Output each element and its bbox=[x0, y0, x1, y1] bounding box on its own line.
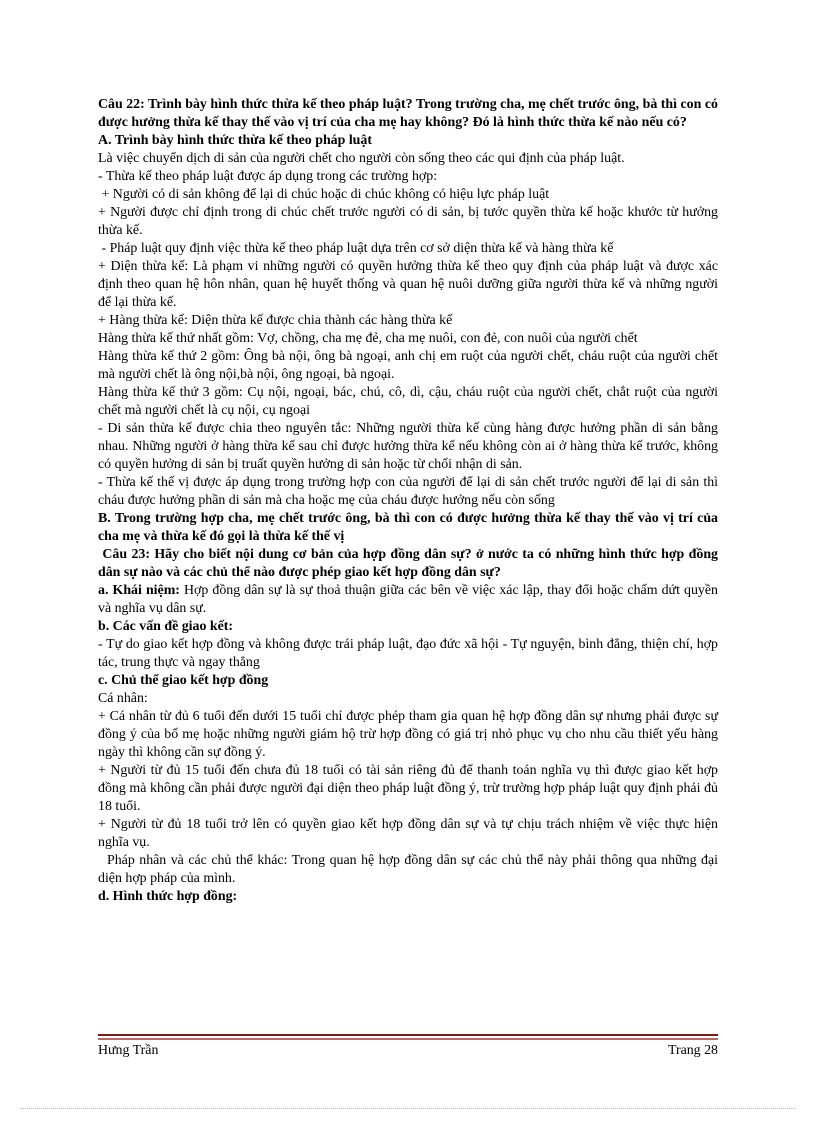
paragraph: + Hàng thừa kế: Diện thừa kế được chia thành các hàng thừa kế bbox=[98, 313, 453, 328]
paragraph: + Người từ đủ 15 tuổi đến chưa đủ 18 tuổi có tài sản riêng đủ để thanh toán nghĩa vụ thì được giao kết hợp đồng mà không cần phải được người đại diện theo pháp luật đồng ý, trừ trường hợp pháp luật quy định phải đủ 18 tuổi. bbox=[98, 763, 718, 814]
paragraph: - Thừa kế thế vị được áp dụng trong trường hợp con của người để lại di sản chết trước người để lại di sản thì cháu được hưởng phần di sản mà cha hoặc mẹ của cháu được hưởng nếu còn sống bbox=[98, 475, 718, 508]
paragraph: - Tự do giao kết hợp đồng và không được trái pháp luật, đạo đức xã hội - Tự nguyện, bình đẳng, thiện chí, hợp tác, trung thực và ngay thẳng bbox=[98, 637, 718, 670]
paragraph: Hàng thừa kế thứ 2 gồm: Ông bà nội, ông bà ngoại, anh chị em ruột của người chết, cháu ruột của người chết mà người chết là ông nội,bà nội, ông ngoại, bà ngoại. bbox=[98, 349, 718, 382]
paragraph: Hàng thừa kế thứ nhất gồm: Vợ, chồng, cha mẹ đẻ, cha mẹ nuôi, con đẻ, con nuôi của người chết bbox=[98, 331, 638, 346]
heading-question-23: Câu 23: Hãy cho biết nội dung cơ bản của hợp đồng dân sự? ở nước ta có những hình thức hợp đồng dân sự nào và các chủ thể nào được phép giao kết hợp đồng dân sự? bbox=[98, 547, 722, 580]
heading-question-22: Câu 22: Trình bày hình thức thừa kế theo pháp luật? Trong trường cha, mẹ chết trước ông, bà thì con có được hưởng thừa kế thay thế vào vị trí của cha mẹ hay không? Đó là hình thức thừa kế nào nếu có? bbox=[98, 97, 718, 130]
paragraph: Hàng thừa kế thứ 3 gồm: Cụ nội, ngoại, bác, chú, cô, dì, cậu, cháu ruột của người chết, chắt ruột của người chết mà người chết là cụ nội, cụ ngoại bbox=[98, 385, 718, 418]
footer-author: Hưng Trần bbox=[98, 1043, 159, 1058]
paragraph: + Người có di sản không để lại di chúc hoặc di chúc không có hiệu lực pháp luật bbox=[98, 187, 550, 202]
label-khai-niem: a. Khái niệm: bbox=[98, 583, 180, 598]
paragraph: + Người được chỉ định trong di chúc chết trước người có di sản, bị tước quyền thừa kế hoặc khước từ hưởng thừa kế. bbox=[98, 205, 718, 238]
paragraph: - Thừa kế theo pháp luật được áp dụng trong các trường hợp: bbox=[98, 169, 438, 184]
paragraph: Là việc chuyển dịch di sản của người chết cho người còn sống theo các qui định của pháp luật. bbox=[98, 151, 625, 166]
footer-rule-bottom bbox=[98, 1038, 718, 1040]
paragraph: Cá nhân: bbox=[98, 691, 148, 706]
subheading-b: b. Các vấn đề giao kết: bbox=[98, 619, 234, 634]
paragraph-definition bbox=[98, 582, 718, 618]
section-heading-a: A. Trình bày hình thức thừa kế theo pháp luật bbox=[98, 133, 372, 148]
paragraph: Pháp nhân và các chủ thể khác: Trong quan hệ hợp đồng dân sự các chủ thể này phải thông qua những đại diện hợp pháp của mình. bbox=[98, 853, 722, 886]
subheading-c: c. Chủ thể giao kết hợp đồng bbox=[98, 673, 269, 688]
subheading-d: d. Hình thức hợp đồng: bbox=[98, 889, 238, 904]
paragraph: + Diện thừa kế: Là phạm vi những người có quyền hưởng thừa kế theo quy định của pháp luật và được xác định theo quan hệ hôn nhân, quan hệ huyết thống và quan hệ nuôi dưỡng giữa người thừa kế và những người để lại thừa kế. bbox=[98, 259, 718, 310]
paragraph: + Người từ đủ 18 tuổi trở lên có quyền giao kết hợp đồng dân sự và tự chịu trách nhiệm về việc thực hiện nghĩa vụ. bbox=[98, 817, 718, 850]
paragraph: + Cá nhân từ đủ 6 tuổi đến dưới 15 tuổi chỉ được phép tham gia quan hệ hợp đồng dân sự nhưng phải được sự đồng ý của bố mẹ hoặc những người giám hộ trừ hợp đồng có giá trị nhỏ phục vụ cho nhu cầu thiết yếu hàng ngày thì không cần sự đồng ý. bbox=[98, 709, 718, 760]
definition-text: Hợp đồng dân sự là sự thoả thuận giữa các bên về việc xác lập, thay đổi hoặc chấm dứt quyền và nghĩa vụ dân sự. bbox=[98, 583, 718, 616]
document-body bbox=[98, 96, 722, 906]
footer-page-number: Trang 28 bbox=[667, 1043, 718, 1058]
paragraph: - Di sản thừa kế được chia theo nguyên tắc: Những người thừa kế cùng hàng được hưởng phần di sản bằng nhau. Những người ở hàng thừa kế sau chỉ được hưởng thừa kế nếu không còn ai ở hàng thừa kế trước, không có quyền hưởng di sản bị truất quyền hưởng di sản hoặc từ chối nhận di sản. bbox=[98, 421, 718, 472]
paragraph: - Pháp luật quy định việc thừa kế theo pháp luật dựa trên cơ sở diện thừa kế và hàng thừa kế bbox=[98, 241, 614, 256]
footer-rule-top bbox=[98, 1034, 718, 1036]
section-heading-b: B. Trong trường hợp cha, mẹ chết trước ông, bà thì con có được hưởng thừa kế thay thế vào vị trí của cha mẹ và thừa kế đó gọi là thừa kế thế vị bbox=[98, 511, 718, 544]
page-break-dotted-line bbox=[20, 1108, 796, 1109]
